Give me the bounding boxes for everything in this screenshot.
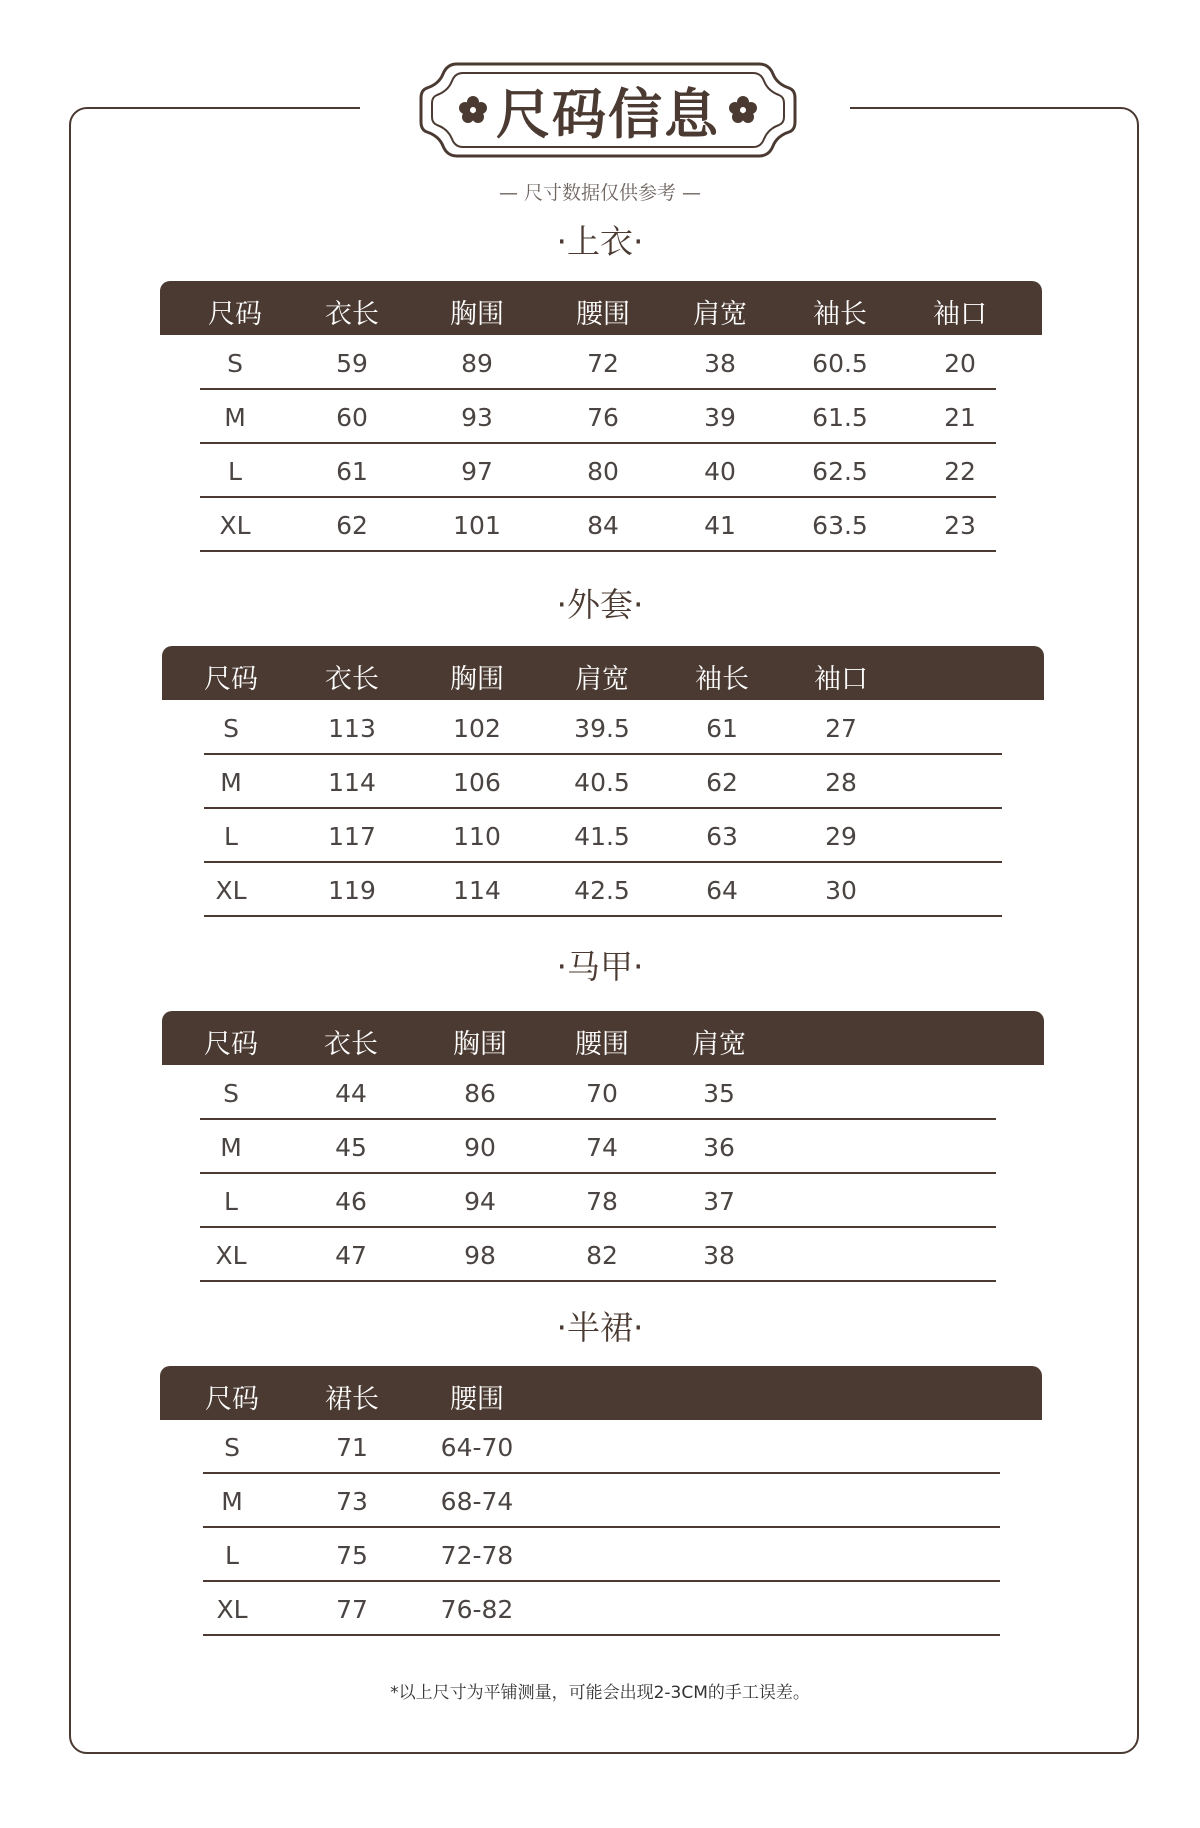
table-row <box>200 1174 996 1228</box>
row-divider <box>200 1280 996 1282</box>
table-cell: 61.5 <box>812 403 868 432</box>
table-cell: 68-74 <box>440 1487 514 1516</box>
column-header: 腰围 <box>575 1029 629 1060</box>
table-cell: 42.5 <box>574 876 630 905</box>
column-header: 胸围 <box>450 664 504 695</box>
table-cell: 97 <box>461 457 493 486</box>
table-cell: 63 <box>706 822 738 851</box>
column-header: 袖口 <box>814 664 868 695</box>
table-row <box>200 1228 996 1282</box>
table-cell: 28 <box>825 768 857 797</box>
row-divider <box>204 915 1002 917</box>
table-cell: 61 <box>706 714 738 743</box>
table-cell: L <box>224 822 238 851</box>
table-cell: 113 <box>328 714 376 743</box>
table-cell: 23 <box>944 511 976 540</box>
table-row <box>203 1474 1000 1528</box>
table-cell: 72 <box>587 349 619 378</box>
column-header: 尺码 <box>204 664 258 695</box>
table-cell: 40.5 <box>574 768 630 797</box>
table-cell: 106 <box>453 768 501 797</box>
page-title: 尺码信息 <box>496 82 720 146</box>
column-header: 衣长 <box>325 299 379 330</box>
table-cell: 22 <box>944 457 976 486</box>
table-row <box>200 444 996 498</box>
table-row <box>204 755 1002 809</box>
table-cell: 94 <box>464 1187 496 1216</box>
table-cell: 39 <box>704 403 736 432</box>
table-cell: 38 <box>703 1241 735 1270</box>
table-cell: 46 <box>335 1187 367 1216</box>
table-cell: 29 <box>825 822 857 851</box>
table-cell: 64 <box>706 876 738 905</box>
table-header-tops <box>160 281 1042 335</box>
table-cell: 20 <box>944 349 976 378</box>
column-header: 尺码 <box>208 299 262 330</box>
table-row <box>200 1066 996 1120</box>
table-cell: 82 <box>586 1241 618 1270</box>
table-cell: 71 <box>336 1433 368 1462</box>
table-cell: S <box>227 349 243 378</box>
table-cell: 60.5 <box>812 349 868 378</box>
table-cell: 76-82 <box>440 1595 514 1624</box>
column-header: 尺码 <box>205 1384 259 1415</box>
table-cell: 72-78 <box>440 1541 514 1570</box>
table-row <box>203 1528 1000 1582</box>
section-title-coats: ·外套· <box>556 585 644 624</box>
table-cell: 37 <box>703 1187 735 1216</box>
column-header: 衣长 <box>325 664 379 695</box>
column-header: 袖口 <box>933 299 987 330</box>
section-title-tops: ·上衣· <box>556 222 644 261</box>
column-header: 尺码 <box>204 1029 258 1060</box>
table-cell: XL <box>215 876 247 905</box>
table-cell: 62.5 <box>812 457 868 486</box>
table-cell: 76 <box>587 403 619 432</box>
table-cell: 90 <box>464 1133 496 1162</box>
table-cell: M <box>220 768 242 797</box>
table-cell: 117 <box>328 822 376 851</box>
column-header: 肩宽 <box>575 664 629 695</box>
subtitle: — 尺寸数据仅供参考 — <box>498 182 702 204</box>
table-cell: 110 <box>453 822 501 851</box>
table-header-vests <box>162 1011 1044 1065</box>
table-cell: 38 <box>704 349 736 378</box>
table-cell: 93 <box>461 403 493 432</box>
column-header: 袖长 <box>695 664 749 695</box>
table-cell: 98 <box>464 1241 496 1270</box>
column-header: 腰围 <box>576 299 630 330</box>
table-cell: 80 <box>587 457 619 486</box>
table-cell: L <box>224 1187 238 1216</box>
table-row <box>203 1420 1000 1474</box>
column-header: 胸围 <box>450 299 504 330</box>
table-row <box>203 1582 1000 1636</box>
table-cell: 114 <box>453 876 501 905</box>
column-header: 腰围 <box>450 1384 504 1415</box>
table-cell: 44 <box>335 1079 367 1108</box>
table-row <box>200 498 996 552</box>
table-cell: 21 <box>944 403 976 432</box>
column-header: 肩宽 <box>692 1029 746 1060</box>
table-cell: 84 <box>587 511 619 540</box>
table-cell: S <box>223 1079 239 1108</box>
table-cell: 59 <box>336 349 368 378</box>
column-header: 袖长 <box>813 299 867 330</box>
table-cell: 63.5 <box>812 511 868 540</box>
table-cell: M <box>221 1487 243 1516</box>
column-header: 肩宽 <box>693 299 747 330</box>
column-header: 裙长 <box>325 1384 379 1415</box>
table-cell: 40 <box>704 457 736 486</box>
table-row <box>204 701 1002 755</box>
table-cell: S <box>224 1433 240 1462</box>
table-cell: 102 <box>453 714 501 743</box>
table-cell: 73 <box>336 1487 368 1516</box>
section-title-vests: ·马甲· <box>556 947 644 986</box>
table-cell: 75 <box>336 1541 368 1570</box>
table-cell: XL <box>216 1595 248 1624</box>
table-row <box>200 336 996 390</box>
table-cell: 27 <box>825 714 857 743</box>
table-cell: 35 <box>703 1079 735 1108</box>
table-cell: 60 <box>336 403 368 432</box>
table-cell: 86 <box>464 1079 496 1108</box>
table-cell: 62 <box>336 511 368 540</box>
table-cell: 64-70 <box>440 1433 514 1462</box>
table-cell: 30 <box>825 876 857 905</box>
table-cell: 47 <box>335 1241 367 1270</box>
table-cell: L <box>228 457 242 486</box>
column-header: 衣长 <box>324 1029 378 1060</box>
table-cell: 114 <box>328 768 376 797</box>
table-cell: M <box>224 403 246 432</box>
table-cell: 77 <box>336 1595 368 1624</box>
table-cell: 36 <box>703 1133 735 1162</box>
table-cell: M <box>220 1133 242 1162</box>
table-cell: 41 <box>704 511 736 540</box>
column-header: 胸围 <box>453 1029 507 1060</box>
table-header-skirts <box>160 1366 1042 1420</box>
table-cell: 74 <box>586 1133 618 1162</box>
table-cell: 119 <box>328 876 376 905</box>
table-cell: L <box>225 1541 239 1570</box>
table-cell: 78 <box>586 1187 618 1216</box>
table-row <box>200 390 996 444</box>
table-cell: 62 <box>706 768 738 797</box>
table-cell: 41.5 <box>574 822 630 851</box>
table-cell: XL <box>219 511 251 540</box>
footnote: *以上尺寸为平铺测量，可能会出现2-3CM的手工误差。 <box>390 1683 810 1703</box>
table-row <box>204 809 1002 863</box>
table-cell: 61 <box>336 457 368 486</box>
row-divider <box>200 550 996 552</box>
table-header-coats <box>162 646 1044 700</box>
row-divider <box>203 1634 1000 1636</box>
table-cell: 45 <box>335 1133 367 1162</box>
table-cell: 89 <box>461 349 493 378</box>
table-row <box>204 863 1002 917</box>
table-row <box>200 1120 996 1174</box>
section-title-skirts: ·半裙· <box>556 1308 644 1347</box>
table-cell: XL <box>215 1241 247 1270</box>
table-cell: 101 <box>453 511 501 540</box>
table-cell: 70 <box>586 1079 618 1108</box>
table-cell: 39.5 <box>574 714 630 743</box>
table-cell: S <box>223 714 239 743</box>
